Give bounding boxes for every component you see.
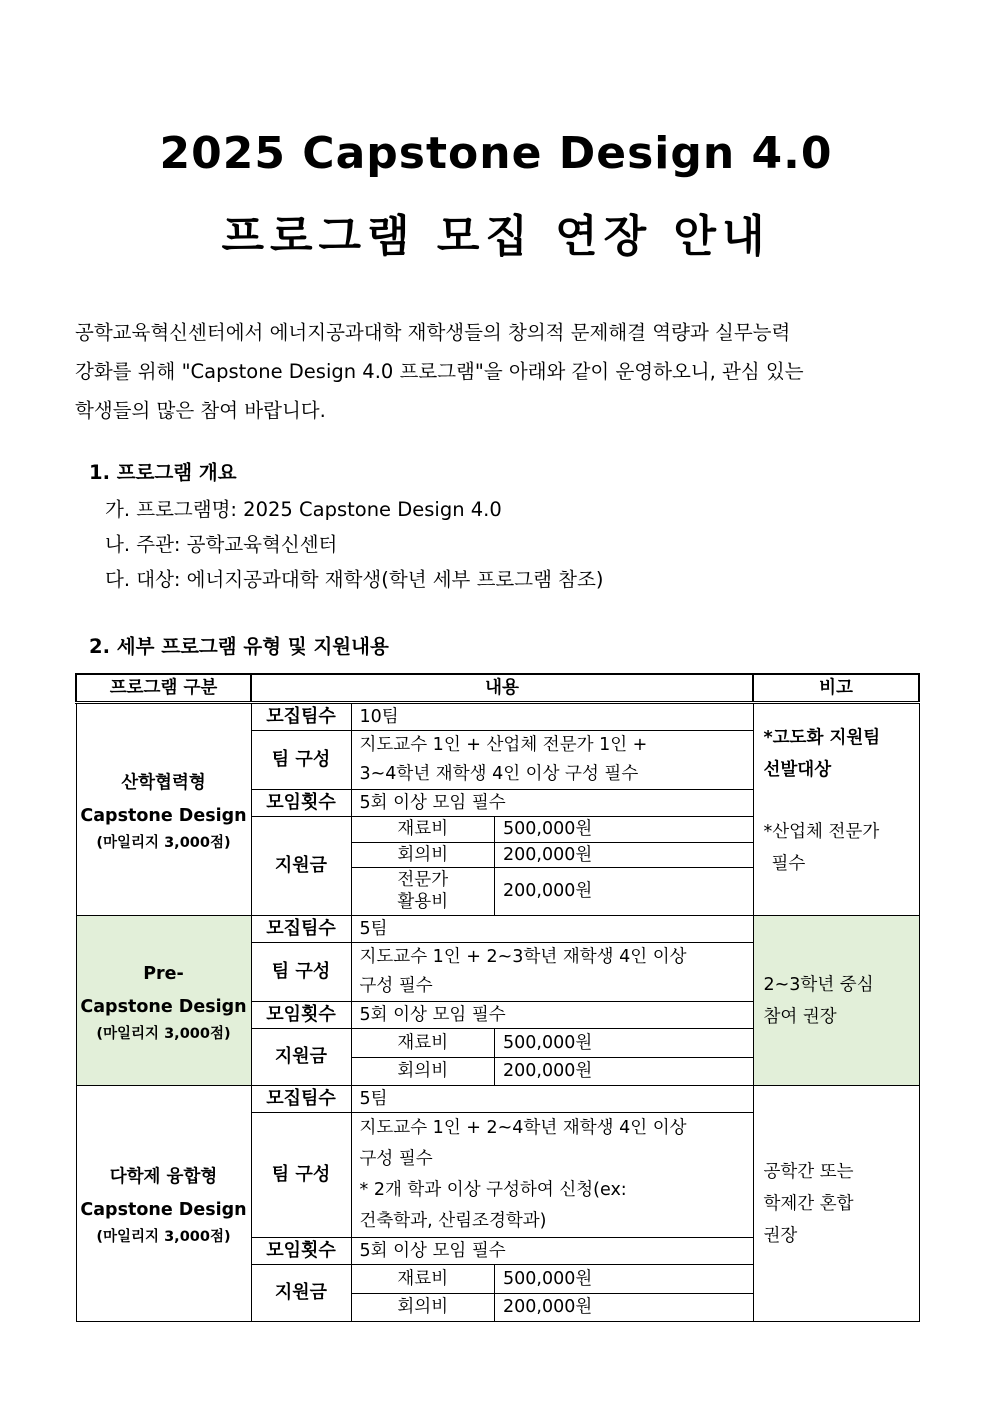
composition-value [351,1113,753,1238]
label-composition: 팀 구성 [251,1113,351,1238]
section1-item: 다. 대상: 에너지공과대학 재학생(학년 세부 프로그램 참조) [105,568,604,591]
group-name-sub: Capstone Design [80,805,247,826]
funding-item: 재료비 [352,1265,495,1293]
remarks-cell [753,916,919,1086]
remarks-cell [753,703,919,916]
group-name-cell [76,703,251,916]
funding-item [352,867,495,915]
program-table [75,673,920,1322]
remark-text: 2~3학년 중심 [763,974,874,995]
label-meetings: 모임횟수 [251,1238,351,1265]
remark-text: 참여 권장 [763,1006,837,1027]
document-subtitle: 프로그램 모집 연장 안내 [221,211,771,262]
teams-value: 10팀 [351,703,753,731]
group-name: Pre- [143,963,184,984]
section2-heading: 2. 세부 프로그램 유형 및 지원내용 [89,635,389,658]
composition-line: 구성 필수 [359,1149,433,1169]
funding-cell [351,1029,753,1086]
intro-line: 학생들의 많은 참여 바랍니다. [75,399,326,422]
teams-value: 5팀 [351,1086,753,1113]
funding-item: 재료비 [352,1029,495,1057]
group-name-sub: Capstone Design [80,1199,247,1220]
label-teams: 모집팀수 [251,1086,351,1113]
label-teams: 모집팀수 [251,703,351,731]
composition-line: 구성 필수 [359,976,433,996]
remark-text: 필수 [771,854,806,874]
group-name-sub: Capstone Design [80,996,247,1017]
header-remarks: 비고 [753,674,919,703]
meetings-value: 5회 이상 모임 필수 [351,1238,753,1265]
remark-text: *고도화 지원팀 [763,728,881,748]
teams-value: 5팀 [351,916,753,943]
section1-item: 나. 주관: 공학교육혁신센터 [105,533,338,556]
label-funding: 지원금 [251,1265,351,1322]
label-funding: 지원금 [251,817,351,916]
intro-line: 공학교육혁신센터에서 에너지공과대학 재학생들의 창의적 문제해결 역량과 실무능력 [75,321,791,344]
composition-line: 지도교수 1인 + 산업체 전문가 1인 + [359,735,648,755]
header-content: 내용 [251,674,753,703]
group-name: 다학제 융합형 [109,1166,218,1187]
group-mileage: (마일리지 3,000점) [96,834,231,851]
section1-item: 가. 프로그램명: 2025 Capstone Design 4.0 [105,498,502,521]
funding-amount: 500,000원 [495,817,753,842]
table-header-row [76,674,919,703]
composition-value [351,943,753,1002]
section1-heading: 1. 프로그램 개요 [89,461,237,484]
composition-line: 3~4학년 재학생 4인 이상 구성 필수 [359,764,639,784]
document-title: 2025 Capstone Design 4.0 [159,128,833,179]
label-composition: 팀 구성 [251,943,351,1002]
composition-value [351,731,753,790]
label-meetings: 모임횟수 [251,790,351,817]
composition-line: * 2개 학과 이상 구성하여 신청(ex: [359,1180,627,1200]
funding-cell [351,1265,753,1322]
intro-paragraph [75,313,920,430]
label-funding: 지원금 [251,1029,351,1086]
remark-text: *산업체 전문가 [763,822,880,842]
funding-amount: 200,000원 [495,842,753,867]
table-row [76,1086,919,1113]
group-name: 산학협력형 [121,772,206,793]
remark-text: 학제간 혼합 [763,1193,854,1214]
label-composition: 팀 구성 [251,731,351,790]
composition-line: 지도교수 1인 + 2~3학년 재학생 4인 이상 [359,947,687,967]
table-row [76,703,919,731]
remark-text: 권장 [763,1225,798,1246]
group-mileage: (마일리지 3,000점) [96,1228,231,1245]
group-name-cell [76,916,251,1086]
funding-item: 회의비 [352,1057,495,1085]
group-mileage: (마일리지 3,000점) [96,1025,231,1042]
meetings-value: 5회 이상 모임 필수 [351,1002,753,1029]
funding-amount: 500,000원 [495,1265,753,1293]
funding-item: 회의비 [352,842,495,867]
header-category: 프로그램 구분 [76,674,251,703]
label-teams: 모집팀수 [251,916,351,943]
funding-cell [351,817,753,916]
remark-text: 선발대상 [763,760,832,780]
funding-item-line: 활용비 [397,892,449,913]
meetings-value: 5회 이상 모임 필수 [351,790,753,817]
funding-amount: 200,000원 [503,1297,593,1318]
table-row [76,916,919,943]
remark-text: 공학간 또는 [763,1161,854,1182]
funding-item-line: 전문가 [397,870,449,891]
composition-line: 건축학과, 산림조경학과) [359,1211,547,1231]
funding-amount: 500,000원 [495,1029,753,1057]
group-name-cell [76,1086,251,1322]
funding-amount: 200,000원 [503,1061,593,1082]
composition-line: 지도교수 1인 + 2~4학년 재학생 4인 이상 [359,1118,687,1138]
label-meetings: 모임횟수 [251,1002,351,1029]
remarks-cell [753,1086,919,1322]
funding-item: 재료비 [352,817,495,842]
funding-amount: 200,000원 [503,881,593,902]
intro-line: 강화를 위해 "Capstone Design 4.0 프로그램"을 아래와 같이 운영하오니, 관심 있는 [75,360,804,383]
funding-item: 회의비 [352,1293,495,1321]
